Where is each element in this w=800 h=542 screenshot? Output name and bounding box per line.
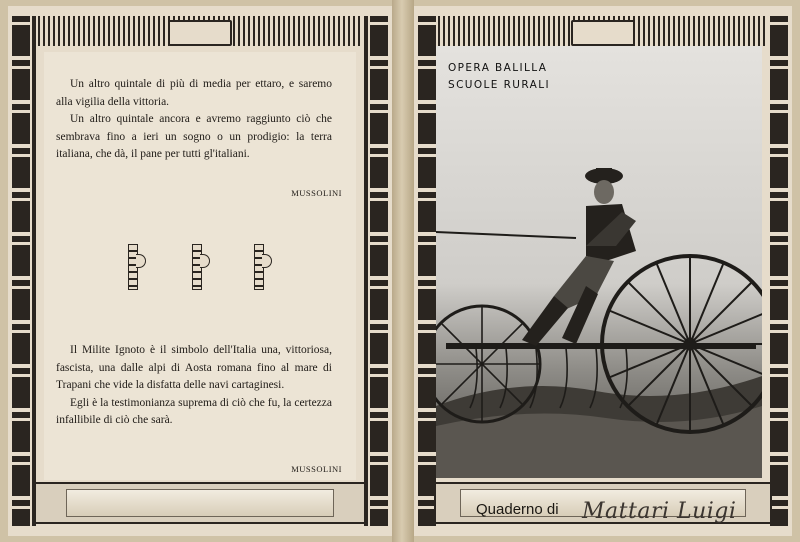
open-book-icon bbox=[168, 20, 232, 46]
photo-illustration bbox=[436, 46, 762, 478]
caption-line-1: OPERA BALILLA bbox=[448, 62, 548, 74]
notebook-owner-label: Quaderno di bbox=[476, 501, 559, 518]
quote2-para-1: Il Milite Ignoto è il simbolo dell'Italia una, vittoriosa, fascista, una dalle alpi di Aosta romana fino al mare di Trapani che vide la disfatta delle navi cartaginesi. bbox=[56, 344, 332, 391]
caption-line-2: SCUOLE RURALI bbox=[448, 79, 550, 91]
decorative-frame-right bbox=[370, 16, 388, 526]
quote-block-2 bbox=[56, 342, 332, 430]
open-book-icon bbox=[571, 20, 635, 46]
decorative-frame-right bbox=[770, 16, 788, 526]
left-page bbox=[8, 6, 392, 536]
binding-gutter bbox=[392, 0, 414, 542]
top-ornament-band bbox=[38, 16, 362, 46]
decorative-frame-inner-right bbox=[364, 16, 368, 526]
top-ornament-band bbox=[438, 16, 768, 46]
quote2-para-2: Egli è la testimonianza suprema di ciò che fu, la certezza infallibile di ciò che sarà. bbox=[56, 396, 332, 426]
quote1-para-1: Un altro quintale di più di media per ettaro, e saremo alla vigilia della vittoria. bbox=[56, 78, 332, 108]
signature-2: MUSSOLINI bbox=[291, 464, 342, 474]
bottom-ornament-band bbox=[34, 482, 366, 524]
fasces-icon bbox=[188, 244, 208, 288]
decorative-frame-left bbox=[418, 16, 436, 526]
right-page bbox=[414, 6, 792, 536]
photo-boy-on-hay-rake bbox=[436, 46, 762, 478]
decorative-frame-left bbox=[12, 16, 30, 526]
photo-caption bbox=[448, 60, 550, 94]
quote1-para-2: Un altro quintale ancora e avremo raggiunto ciò che sembrava fino a ieri un sogno o un prodigio: la terra italiana, che dà, il pane per tutti gl'italiani. bbox=[56, 113, 332, 160]
fasces-icon bbox=[124, 244, 144, 288]
handwritten-owner-name: Mattari Luigi bbox=[582, 499, 737, 524]
signature-1: MUSSOLINI bbox=[291, 188, 342, 198]
fasces-icon bbox=[250, 244, 270, 288]
quote-block-1 bbox=[56, 76, 332, 164]
decorative-frame-inner-left bbox=[32, 16, 36, 526]
